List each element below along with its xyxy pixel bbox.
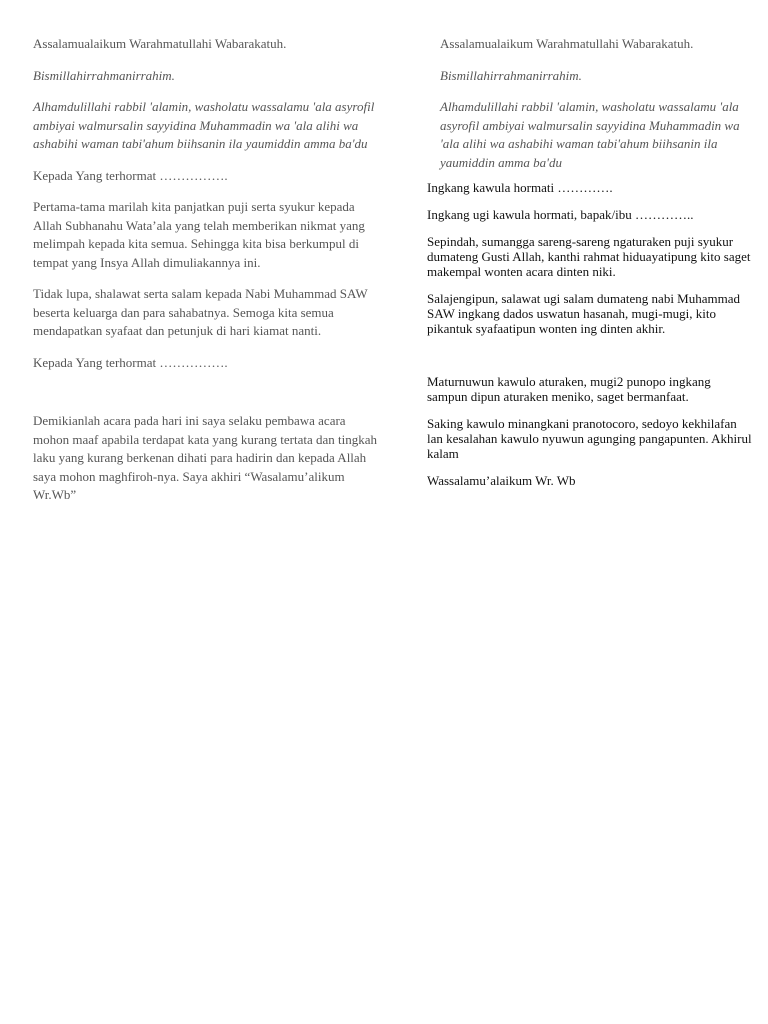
shalawat-paragraph: Tidak lupa, shalawat serta salam kepada Nabi Muhammad SAW beserta keluarga dan para sahabatnya. Semoga kita semua mendapatkan syafaat dan petunjuk di hari kiamat nanti. <box>33 286 368 338</box>
opening-prayer-paragraph-javanese: Alhamdulillahi rabbil 'alamin, washolatu wassalamu 'ala asyrofil ambiyai walmursalin sayyidina Muhammadin wa 'ala alihi wa ashabihi waman tabi'ahum biihsanin ila yaumiddin amma ba'du <box>440 99 740 170</box>
right-column <box>427 0 753 500</box>
opening-prayer-paragraph: Alhamdulillahi rabbil 'alamin, washolatu wassalamu 'ala asyrofil ambiyai walmursalin sayyidina Muhammadin wa 'ala alihi wa ashabihi waman tabi'ahum biihsanin ila yaumiddin amma ba'du <box>33 99 375 151</box>
closing-greeting-javanese: Wassalamu’alaikum Wr. Wb <box>427 473 576 488</box>
greeting-paragraph-javanese: Assalamualaikum Warahmatullahi Wabarakatuh. <box>440 36 694 51</box>
apology-paragraph-javanese: Saking kawulo minangkani pranotocoro, sedoyo kekhilafan lan kesalahan kawulo nyuwun agunging pangapunten. Akhirul kalam <box>427 416 752 461</box>
thanks-paragraph-javanese: Maturnuwun kawulo aturaken, mugi2 punopo ingkang sampun dipun aturaken meniko, saget bermanfaat. <box>427 374 711 404</box>
address-paragraph-2: Kepada Yang terhormat ……………. <box>33 354 228 370</box>
shalawat-paragraph-javanese: Salajengipun, salawat ugi salam dumateng nabi Muhammad SAW ingkang dados uswatun hasanah, mugi-mugi, kito pikantuk syafaatipun wonten ing dinten akhir. <box>427 291 741 336</box>
address-paragraph: Kepada Yang terhormat ……………. <box>33 167 228 183</box>
left-column <box>33 0 378 518</box>
basmalah-paragraph: Bismillahirrahmanirrahim. <box>33 67 175 83</box>
gratitude-paragraph: Pertama-tama marilah kita panjatkan puji serta syukur kepada Allah Subhanahu Wata’ala yang telah memberikan nikmat yang melimpah kepada kita semua. Sehingga kita bisa berkumpul di tempat yang Insya Allah dimuliakannya ini. <box>33 199 365 270</box>
basmalah-paragraph-javanese: Bismillahirrahmanirrahim. <box>440 67 582 83</box>
address-paragraph-javanese: Ingkang kawula hormati …………. <box>427 180 613 195</box>
closing-paragraph: Demikianlah acara pada hari ini saya selaku pembawa acara mohon maaf apabila terdapat kata yang kurang tertata dan tingkah laku yang kurang berkenan dihati para hadirin dan kepada Allah saya mohon maghfiroh-nya. Saya akhiri “Wasalamu’alikum Wr.Wb” <box>33 413 377 502</box>
greeting-paragraph: Assalamualaikum Warahmatullahi Wabarakatuh. <box>33 36 287 51</box>
address-paragraph-javanese-2: Ingkang ugi kawula hormati, bapak/ibu ………….. <box>427 207 694 222</box>
right-body-block <box>427 180 753 488</box>
gratitude-paragraph-javanese: Sepindah, sumangga sareng-sareng ngaturaken puji syukur dumateng Gusti Allah, kanthi rahmat hiduayatipung kito saget makempal wonten acara dinten niki. <box>427 234 751 279</box>
right-opening-block <box>440 35 753 172</box>
